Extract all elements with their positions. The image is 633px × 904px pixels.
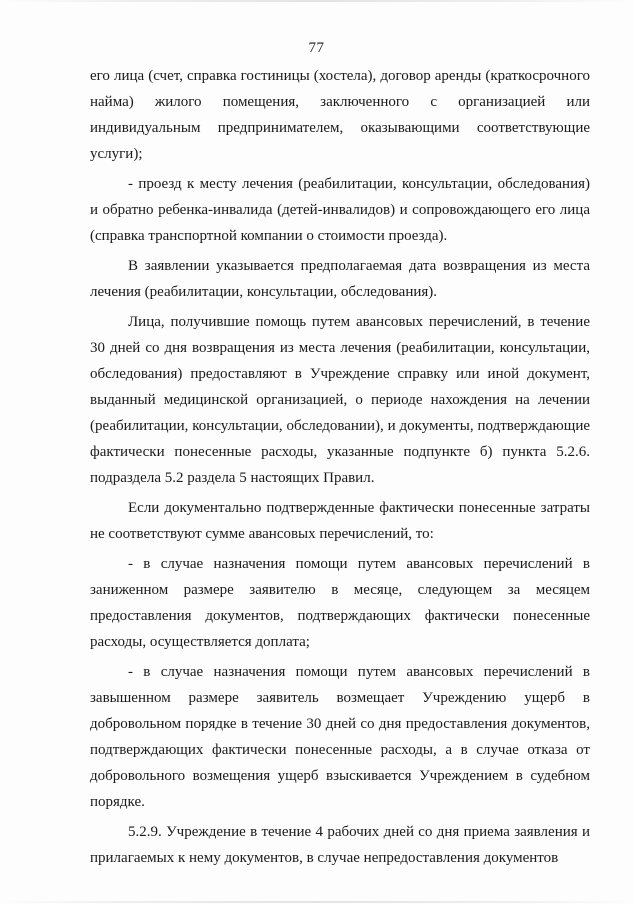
paragraph-advance-recipients: Лица, получившие помощь путем авансовых перечислений, в течение 30 дней со дня возвращения из места лечения (реабилитации, консультации, обследования) предоставляют в Учреждение справку или иной документ, выданный медицинской организацией, о периоде нахождения на лечении (реабилитации, консультации, обследовании), и документы, подтверждающие фактически понесенные расходы, указанные подпункте б) пункта 5.2.6. подраздела 5.2 раздела 5 настоящих Правил. [90,314,590,486]
paragraph-travel-expense: - проезд к месту лечения (реабилитации, консультации, обследования) и обратно ребенка-инвалида (детей-инвалидов) и сопровождающего его лица (справка транспортной компании о стоимости проезда). [90,176,590,244]
scan-edge-bottom [0,901,633,903]
page-number: 77 [308,40,325,56]
paragraph-continuation: его лица (счет, справка гостиницы (хостела), договор аренды (краткосрочного найма) жилого помещения, заключенного с организацией или индивидуальным предпринимателем, оказывающими соответствующие услуги); [90,68,590,162]
document-body [90,63,590,875]
paragraph-underpayment: - в случае назначения помощи путем авансовых перечислений в заниженном размере заявителю в месяце, следующем за месяцем предоставления документов, подтверждающих фактически понесенные расходы, осуществляется доплата; [90,556,590,650]
paragraph-return-date: В заявлении указывается предполагаемая дата возвращения из места лечения (реабилитации, консультации, обследования). [90,258,590,300]
paragraph-expense-mismatch: Если документально подтвержденные фактически понесенные затраты не соответствуют сумме авансовых перечислений, то: [90,500,590,542]
paragraph-section-5-2-9: 5.2.9. Учреждение в течение 4 рабочих дней со дня приема заявления и прилагаемых к нему документов, в случае непредоставления документов [90,824,590,866]
paragraph-overpayment: - в случае назначения помощи путем авансовых перечислений в завышенном размере заявитель возмещает Учреждению ущерб в добровольном порядке в течение 30 дней со дня предоставления документов, подтверждающих фактически понесенные расходы, а в случае отказа от добровольного возмещения ущерб взыскивается Учреждением в судебном порядке. [90,664,590,810]
scan-edge-top [0,0,633,2]
